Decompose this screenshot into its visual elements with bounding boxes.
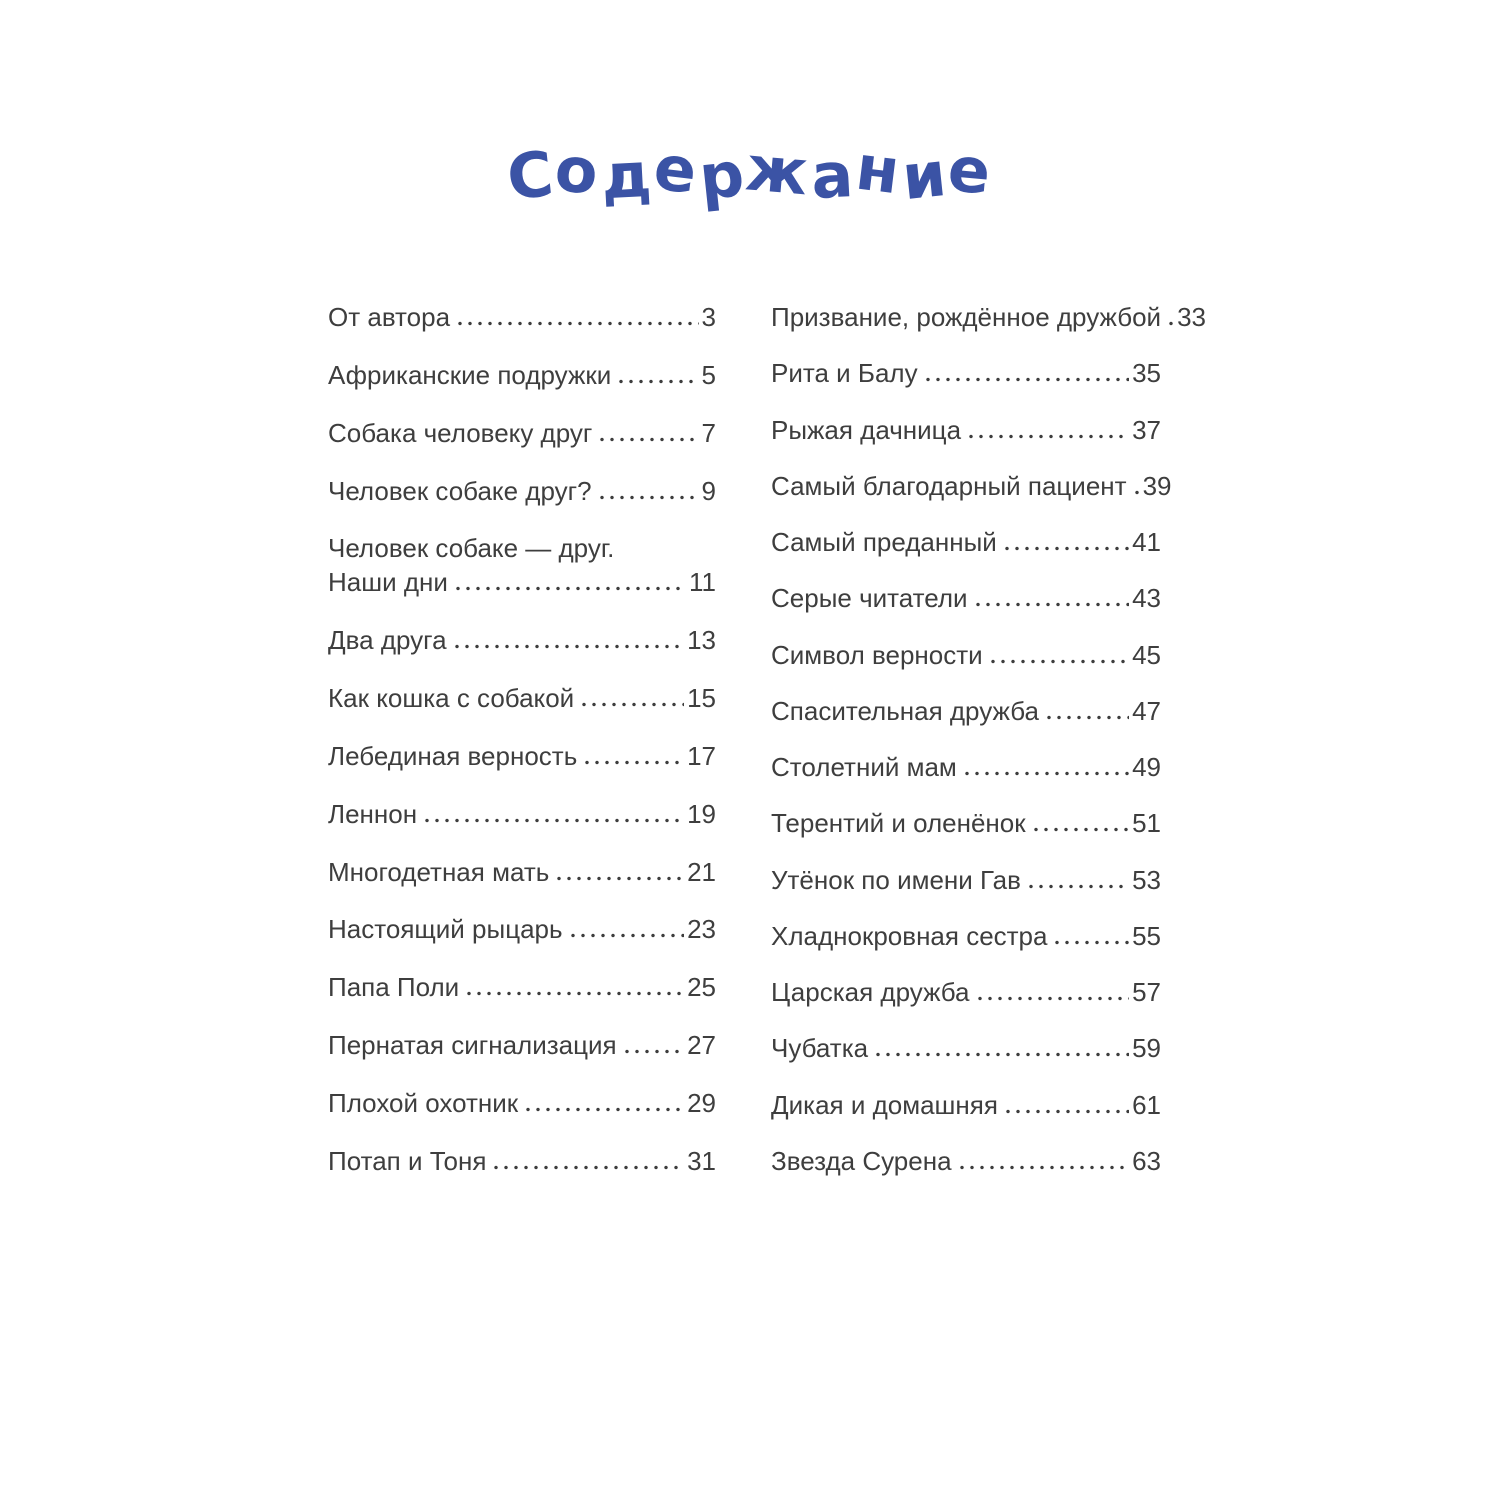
dot-leader [1002,546,1129,551]
toc-entry-title: Дикая и домашняя [771,1089,998,1120]
toc-entry-title: Рыжая дачница [771,414,962,445]
toc-entry-page: 37 [1132,414,1161,445]
toc-entry-page: 53 [1132,864,1161,895]
toc-entry [328,1144,716,1178]
toc-entry-page: 63 [1132,1145,1161,1176]
page-title: Содержание [503,130,997,215]
toc-entry-title: Настоящий рыцарь [328,914,563,945]
dot-leader [923,377,1129,382]
toc-column-left [328,300,716,1178]
toc-entry [328,623,716,657]
toc-entry-title: Серые читатели [771,583,968,614]
toc-entry-page: 51 [1132,808,1161,839]
toc-columns [328,300,1206,1178]
toc-entry-title-line2: Наши дни [328,567,448,598]
toc-entry-title: Лебединая верность [328,740,578,771]
toc-entry-page: 15 [687,683,716,714]
toc-entry-page: 43 [1132,583,1161,614]
toc-entry [328,855,716,889]
dot-leader [988,659,1129,664]
toc-entry [771,694,1161,728]
dot-leader [873,1052,1129,1057]
dot-leader [582,760,684,765]
toc-entry [771,300,1206,334]
toc-entry [328,797,716,831]
toc-entry-title: Два друга [328,625,447,656]
dot-leader [422,818,684,823]
toc-entry [771,919,1161,953]
dot-leader [1044,715,1129,720]
toc-entry-title: Собака человеку друг [328,417,593,448]
dot-leader [1003,1109,1129,1114]
toc-entry-page: 21 [687,856,716,887]
dot-leader [975,996,1130,1001]
dot-leader [455,321,698,326]
toc-entry [771,1031,1161,1065]
toc-entry-page: 55 [1132,920,1161,951]
toc-entry-line2 [328,565,716,599]
dot-leader [554,876,684,881]
dot-leader [622,1049,684,1054]
dot-leader [523,1107,684,1112]
toc-entry-title: Леннон [328,798,418,829]
dot-leader [957,1165,1130,1170]
toc-entry [771,1144,1161,1178]
toc-entry [771,750,1161,784]
toc-entry [328,912,716,946]
toc-entry-title: От автора [328,302,451,332]
toc-entry-title: Как кошка с собакой [328,683,575,714]
toc-entry-page: 27 [687,1030,716,1061]
dot-leader [962,771,1129,776]
dot-leader [973,602,1130,607]
toc-entry-title: Пернатая сигнализация [328,1030,617,1061]
toc-entry-title-line1: Человек собаке — друг. [328,533,615,564]
toc-entry-title: Многодетная мать [328,856,550,887]
toc-entry-title: Призвание, рождённое дружбой [771,302,1162,332]
toc-entry-page: 9 [701,475,716,506]
toc-entry-title: Утёнок по имени Гав [771,864,1021,895]
toc-entry-page: 59 [1132,1033,1161,1064]
toc-entry [328,474,716,508]
toc-entry-title: Царская дружба [771,977,970,1008]
toc-entry-page: 31 [687,1145,716,1176]
toc-entry-page: 3 [701,302,716,332]
toc-entry [328,681,716,715]
toc-entry-page: 49 [1132,752,1161,783]
toc-entry-title: Потап и Тоня [328,1145,487,1176]
toc-entry-page: 7 [701,417,716,448]
toc-entry [771,638,1161,672]
toc-entry [771,1088,1161,1122]
dot-leader [1031,827,1129,832]
toc-entry-title: Звезда Сурена [771,1145,952,1176]
toc-entry [328,1086,716,1120]
toc-entry [771,806,1161,840]
toc-entry-title: Терентий и оленёнок [771,808,1026,839]
toc-entry-title: Самый преданный [771,527,997,558]
toc-entry-page: 5 [701,359,716,390]
toc-entry-page: 11 [689,567,716,598]
toc-entry-two-line [328,531,716,599]
toc-entry-title: Африканские подружки [328,359,612,390]
toc-entry-title: Папа Поли [328,972,460,1003]
toc-entry-title: Рита и Балу [771,358,918,389]
toc-entry-title: Столетний мам [771,752,957,783]
dot-leader [452,644,685,649]
toc-entry [328,970,716,1004]
toc-entry [328,300,716,334]
dot-leader [597,495,699,500]
toc-entry [771,469,1172,503]
dot-leader [597,437,698,442]
toc-entry-page: 45 [1132,639,1161,670]
toc-entry [771,581,1161,615]
toc-entry [328,1028,716,1062]
toc-entry-page: 57 [1132,977,1161,1008]
toc-entry-page: 41 [1132,527,1161,558]
toc-entry-title: Чубатка [771,1033,869,1064]
dot-leader [1166,321,1174,326]
dot-leader [453,586,686,591]
toc-entry [328,416,716,450]
toc-entry-title: Символ верности [771,639,983,670]
toc-entry-page: 47 [1132,695,1161,726]
toc-entry [771,413,1161,447]
toc-entry-page: 33 [1177,302,1206,332]
toc-entry-title: Самый благодарный пациент [771,470,1127,501]
toc-entry-title: Спасительная дружба [771,695,1039,726]
toc-entry [771,356,1161,390]
dot-leader [616,379,698,384]
dot-leader [464,991,684,996]
toc-entry-page: 17 [687,740,716,771]
toc-entry-title: Хладнокровная сестра [771,920,1048,951]
toc-entry [328,739,716,773]
toc-entry-page: 29 [687,1087,716,1118]
toc-entry-page: 13 [687,625,716,656]
dot-leader [568,933,685,938]
toc-entry [771,863,1161,897]
toc-entry-page: 25 [687,972,716,1003]
toc-entry [771,525,1161,559]
dot-leader [1026,884,1129,889]
toc-entry [771,975,1161,1009]
toc-entry-page: 39 [1142,470,1172,501]
toc-entry-page: 19 [687,798,716,829]
toc-entry-page: 35 [1132,358,1161,389]
dot-leader [1132,490,1140,495]
toc-entry-title: Человек собаке друг? [328,475,592,506]
toc-column-right [771,300,1206,1178]
toc-entry-page: 61 [1132,1089,1161,1120]
dot-leader [491,1165,684,1170]
toc-entry [328,358,716,392]
dot-leader [579,702,684,707]
dot-leader [966,434,1129,439]
toc-entry-page: 23 [687,914,716,945]
toc-entry-title: Плохой охотник [328,1087,519,1118]
dot-leader [1052,940,1129,945]
